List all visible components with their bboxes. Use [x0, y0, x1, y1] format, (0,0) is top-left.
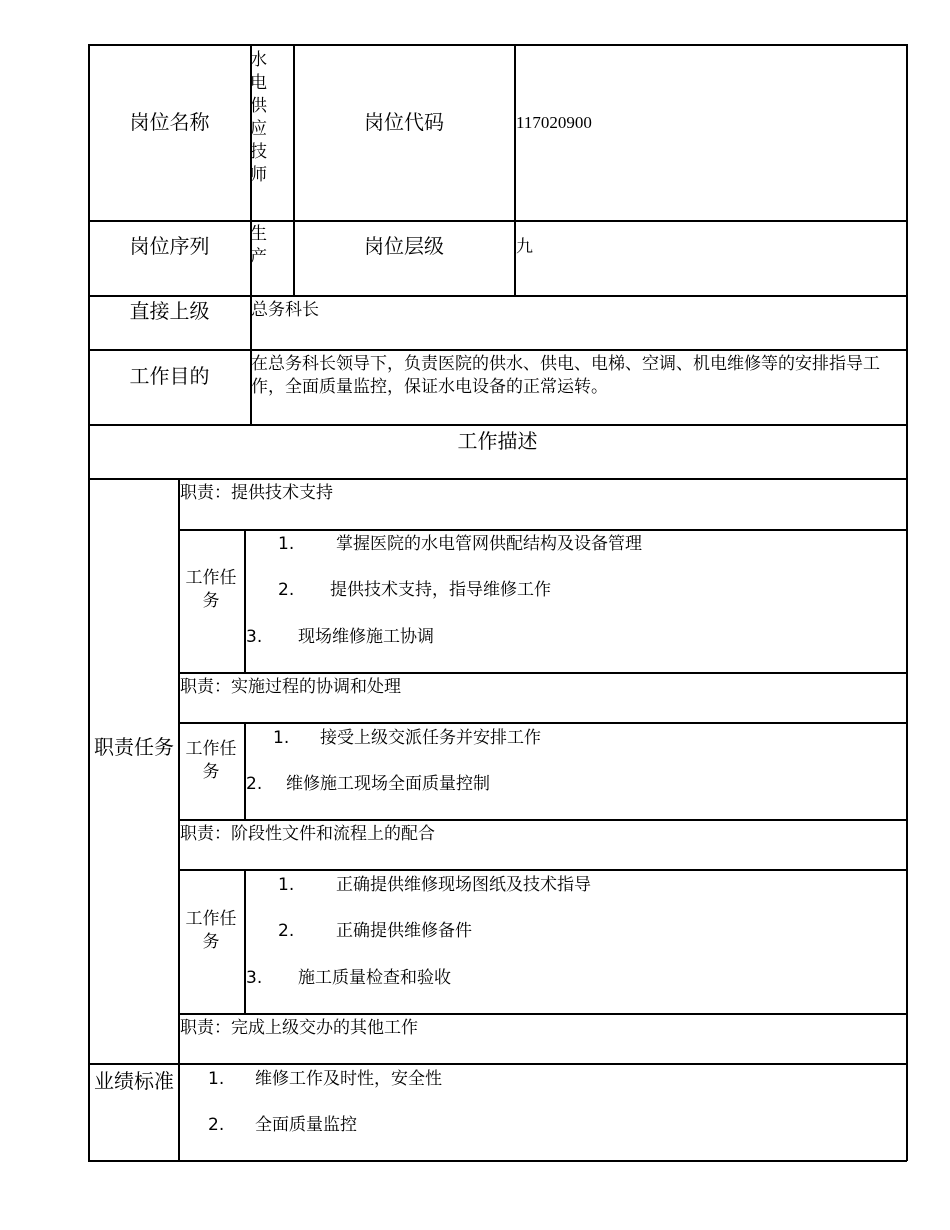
task-number: 1. [273, 728, 290, 748]
position-code-label: 岗位代码 [364, 110, 444, 134]
task-text: 正确提供维修备件 [336, 921, 472, 941]
supervisor-label: 直接上级 [129, 299, 210, 323]
row-divider [88, 349, 907, 351]
position-level-value: 九 [516, 237, 533, 257]
task-number: 2. [278, 580, 295, 600]
task-number: 1. [278, 534, 295, 554]
column-divider [244, 869, 246, 1014]
position-level-label: 岗位层级 [364, 234, 444, 258]
position-series-value: 生产 [250, 224, 267, 267]
row-divider [178, 1013, 907, 1015]
task-text: 维修施工现场全面质量控制 [286, 774, 490, 794]
duty-title: 职责：完成上级交办的其他工作 [180, 1018, 418, 1038]
purpose-label: 工作目的 [129, 364, 210, 388]
task-number: 3. [246, 627, 263, 647]
row-divider [88, 295, 907, 297]
position-series-label: 岗位序列 [129, 234, 210, 258]
task-label: 工作任务 [185, 739, 237, 782]
table-border-left [88, 44, 90, 1161]
column-divider [244, 722, 246, 820]
task-text: 正确提供维修现场图纸及技术指导 [336, 875, 591, 895]
row-divider [178, 819, 907, 821]
table-border-top [88, 44, 907, 46]
duties-section-label: 职责任务 [94, 735, 174, 759]
task-text: 施工质量检查和验收 [298, 968, 451, 988]
work-description-title: 工作描述 [457, 429, 538, 453]
task-label: 工作任务 [185, 909, 237, 952]
row-divider [88, 424, 907, 426]
row-divider [88, 220, 907, 222]
performance-text: 全面质量监控 [255, 1115, 357, 1135]
table-border-right [906, 44, 908, 1161]
duty-title: 职责：阶段性文件和流程上的配合 [180, 824, 435, 844]
performance-number: 1. [208, 1069, 225, 1089]
position-name-value: 水电供应技师 [250, 50, 267, 185]
row-divider [178, 672, 907, 674]
column-divider [293, 44, 295, 296]
task-text: 掌握医院的水电管网供配结构及设备管理 [336, 534, 642, 554]
supervisor-value: 总务科长 [251, 300, 319, 320]
task-number: 3. [246, 968, 263, 988]
position-code-value: 117020900 [516, 113, 592, 132]
position-name-label: 岗位名称 [129, 110, 210, 134]
duty-title: 职责：提供技术支持 [180, 483, 333, 503]
performance-number: 2. [208, 1115, 225, 1135]
task-text: 提供技术支持，指导维修工作 [330, 580, 551, 600]
row-divider [88, 478, 907, 480]
performance-text: 维修工作及时性，安全性 [255, 1069, 442, 1089]
row-divider [178, 722, 907, 724]
task-number: 1. [278, 875, 295, 895]
task-text: 接受上级交派任务并安排工作 [320, 728, 541, 748]
task-text: 现场维修施工协调 [298, 627, 434, 647]
task-number: 2. [246, 774, 263, 794]
task-number: 2. [278, 921, 295, 941]
table-border-bottom [88, 1160, 907, 1162]
purpose-value: 在总务科长领导下，负责医院的供水、供电、电梯、空调、机电维修等的安排指导工作，全面质量监控，保证水电设备的正常运转。 [251, 354, 880, 397]
row-divider [178, 529, 907, 531]
row-divider [178, 869, 907, 871]
performance-label: 业绩标准 [94, 1069, 174, 1093]
column-divider [244, 529, 246, 673]
task-label: 工作任务 [185, 568, 237, 611]
row-divider [88, 1063, 907, 1065]
duty-title: 职责：实施过程的协调和处理 [180, 677, 401, 697]
